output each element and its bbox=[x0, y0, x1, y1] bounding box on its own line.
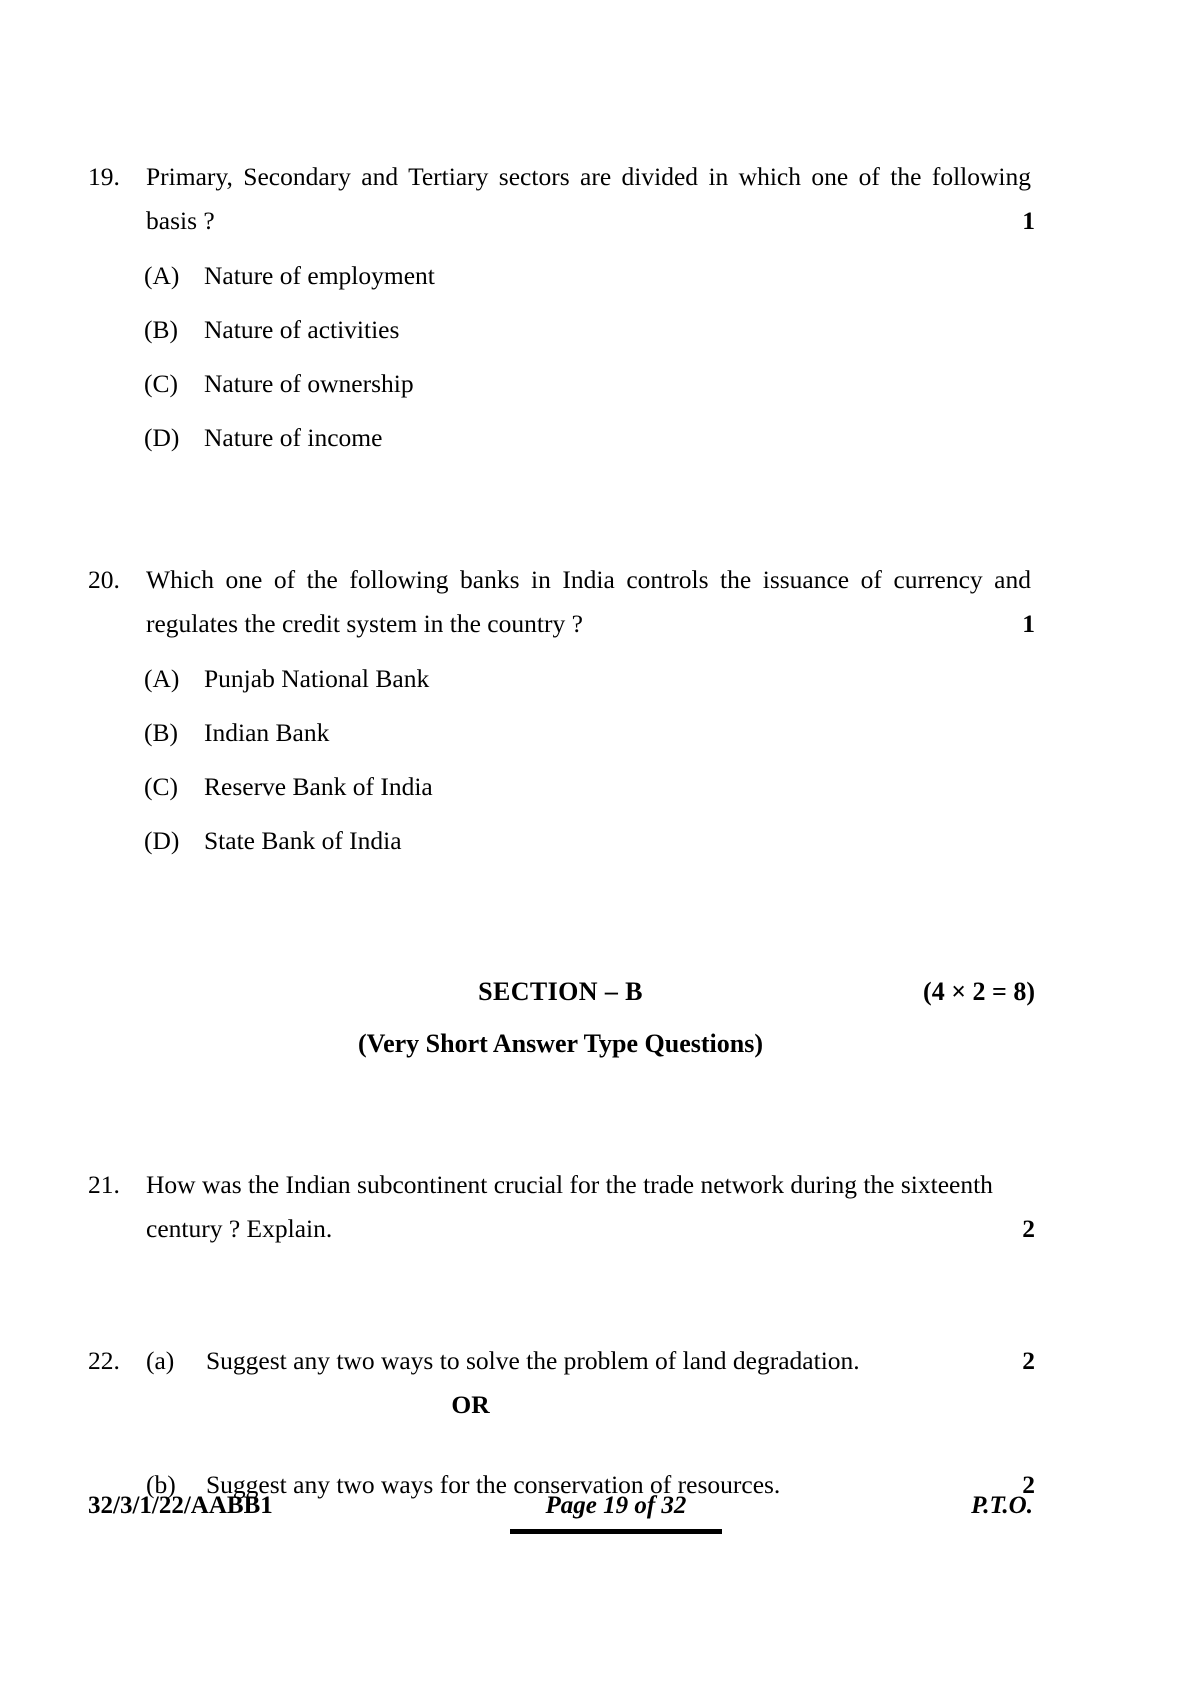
question-19-body bbox=[146, 155, 1033, 243]
option-19-c[interactable] bbox=[88, 362, 1033, 406]
question-22-part-a-text: Suggest any two ways to solve the problem of land degradation. bbox=[206, 1346, 860, 1375]
question-22-part-b-text: Suggest any two ways for the conservation of resources. bbox=[206, 1470, 781, 1499]
option-20-d-key: (D) bbox=[144, 826, 180, 855]
question-22-or-label: OR bbox=[451, 1390, 490, 1419]
page-content bbox=[88, 155, 1033, 1507]
option-20-b-label: Indian Bank bbox=[204, 718, 330, 747]
question-20-number: 20. bbox=[88, 565, 120, 594]
question-20 bbox=[88, 558, 1033, 863]
gap-after-section bbox=[88, 1059, 1033, 1163]
question-22 bbox=[88, 1339, 1033, 1507]
question-19-row bbox=[88, 155, 1033, 243]
option-20-c-key: (C) bbox=[144, 772, 178, 801]
section-b-title: SECTION – B bbox=[478, 977, 643, 1006]
question-21-stem: How was the Indian subcontinent crucial for the trade network during the sixteenth century ? Explain. bbox=[146, 1170, 993, 1243]
question-19-marks: 1 bbox=[1022, 206, 1035, 235]
option-19-a-label: Nature of employment bbox=[204, 261, 435, 290]
option-19-b[interactable] bbox=[88, 308, 1033, 352]
question-22-part-a-key: (a) bbox=[146, 1346, 175, 1375]
question-21-number: 21. bbox=[88, 1170, 120, 1199]
question-22-part-b-marks: 2 bbox=[1022, 1470, 1035, 1499]
question-22-part-a-marks: 2 bbox=[1022, 1346, 1035, 1375]
question-21-body bbox=[146, 1163, 1033, 1251]
paper-code: 32/3/1/22/AABB1 bbox=[88, 1492, 273, 1519]
option-20-c[interactable] bbox=[88, 765, 1033, 809]
gap-after-question-21 bbox=[88, 1251, 1033, 1339]
question-21-marks: 2 bbox=[1022, 1214, 1035, 1243]
page-number-block bbox=[510, 1492, 722, 1534]
footer-underline bbox=[510, 1529, 722, 1534]
question-20-marks: 1 bbox=[1022, 609, 1035, 638]
pto-label: P.T.O. bbox=[971, 1492, 1033, 1519]
question-19-number: 19. bbox=[88, 162, 120, 191]
option-19-c-label: Nature of ownership bbox=[204, 369, 414, 398]
question-22-number: 22. bbox=[88, 1346, 120, 1375]
gap-section-subtitle bbox=[88, 1007, 1033, 1029]
option-19-b-label: Nature of activities bbox=[204, 315, 400, 344]
option-19-c-key: (C) bbox=[144, 369, 178, 398]
option-19-d-label: Nature of income bbox=[204, 423, 383, 452]
option-19-a-key: (A) bbox=[144, 261, 180, 290]
question-22-part-b-key: (b) bbox=[146, 1470, 176, 1499]
option-20-c-label: Reserve Bank of India bbox=[204, 772, 433, 801]
page-footer bbox=[88, 1492, 1033, 1534]
section-b-header bbox=[88, 977, 1033, 1007]
option-20-d-label: State Bank of India bbox=[204, 826, 402, 855]
option-19-a[interactable] bbox=[88, 254, 1033, 298]
option-20-a-label: Punjab National Bank bbox=[204, 664, 430, 693]
question-22-part-a bbox=[88, 1339, 1033, 1383]
gap-after-question-19 bbox=[88, 470, 1033, 558]
question-19 bbox=[88, 155, 1033, 460]
option-20-d[interactable] bbox=[88, 819, 1033, 863]
option-19-d-key: (D) bbox=[144, 423, 180, 452]
option-19-b-key: (B) bbox=[144, 315, 178, 344]
question-21-row bbox=[88, 1163, 1033, 1251]
option-20-b[interactable] bbox=[88, 711, 1033, 755]
gap-before-section bbox=[88, 873, 1033, 977]
section-b-marks-note: (4 × 2 = 8) bbox=[923, 977, 1035, 1006]
page-number-label: Page 19 of 32 bbox=[545, 1492, 687, 1519]
question-20-stem: Which one of the following banks in India controls the issuance of currency and regulates the credit system in the country ? bbox=[146, 565, 1031, 638]
option-20-a[interactable] bbox=[88, 657, 1033, 701]
question-20-options bbox=[88, 657, 1033, 863]
question-20-row bbox=[88, 558, 1033, 646]
section-b-subtitle: (Very Short Answer Type Questions) bbox=[358, 1029, 763, 1058]
option-20-a-key: (A) bbox=[144, 664, 180, 693]
question-19-options bbox=[88, 254, 1033, 460]
question-20-body bbox=[146, 558, 1033, 646]
gap-before-part-b bbox=[88, 1427, 1033, 1463]
question-21 bbox=[88, 1163, 1033, 1251]
question-19-stem: Primary, Secondary and Tertiary sectors are divided in which one of the following basis ? bbox=[146, 162, 1031, 235]
option-20-b-key: (B) bbox=[144, 718, 178, 747]
option-19-d[interactable] bbox=[88, 416, 1033, 460]
